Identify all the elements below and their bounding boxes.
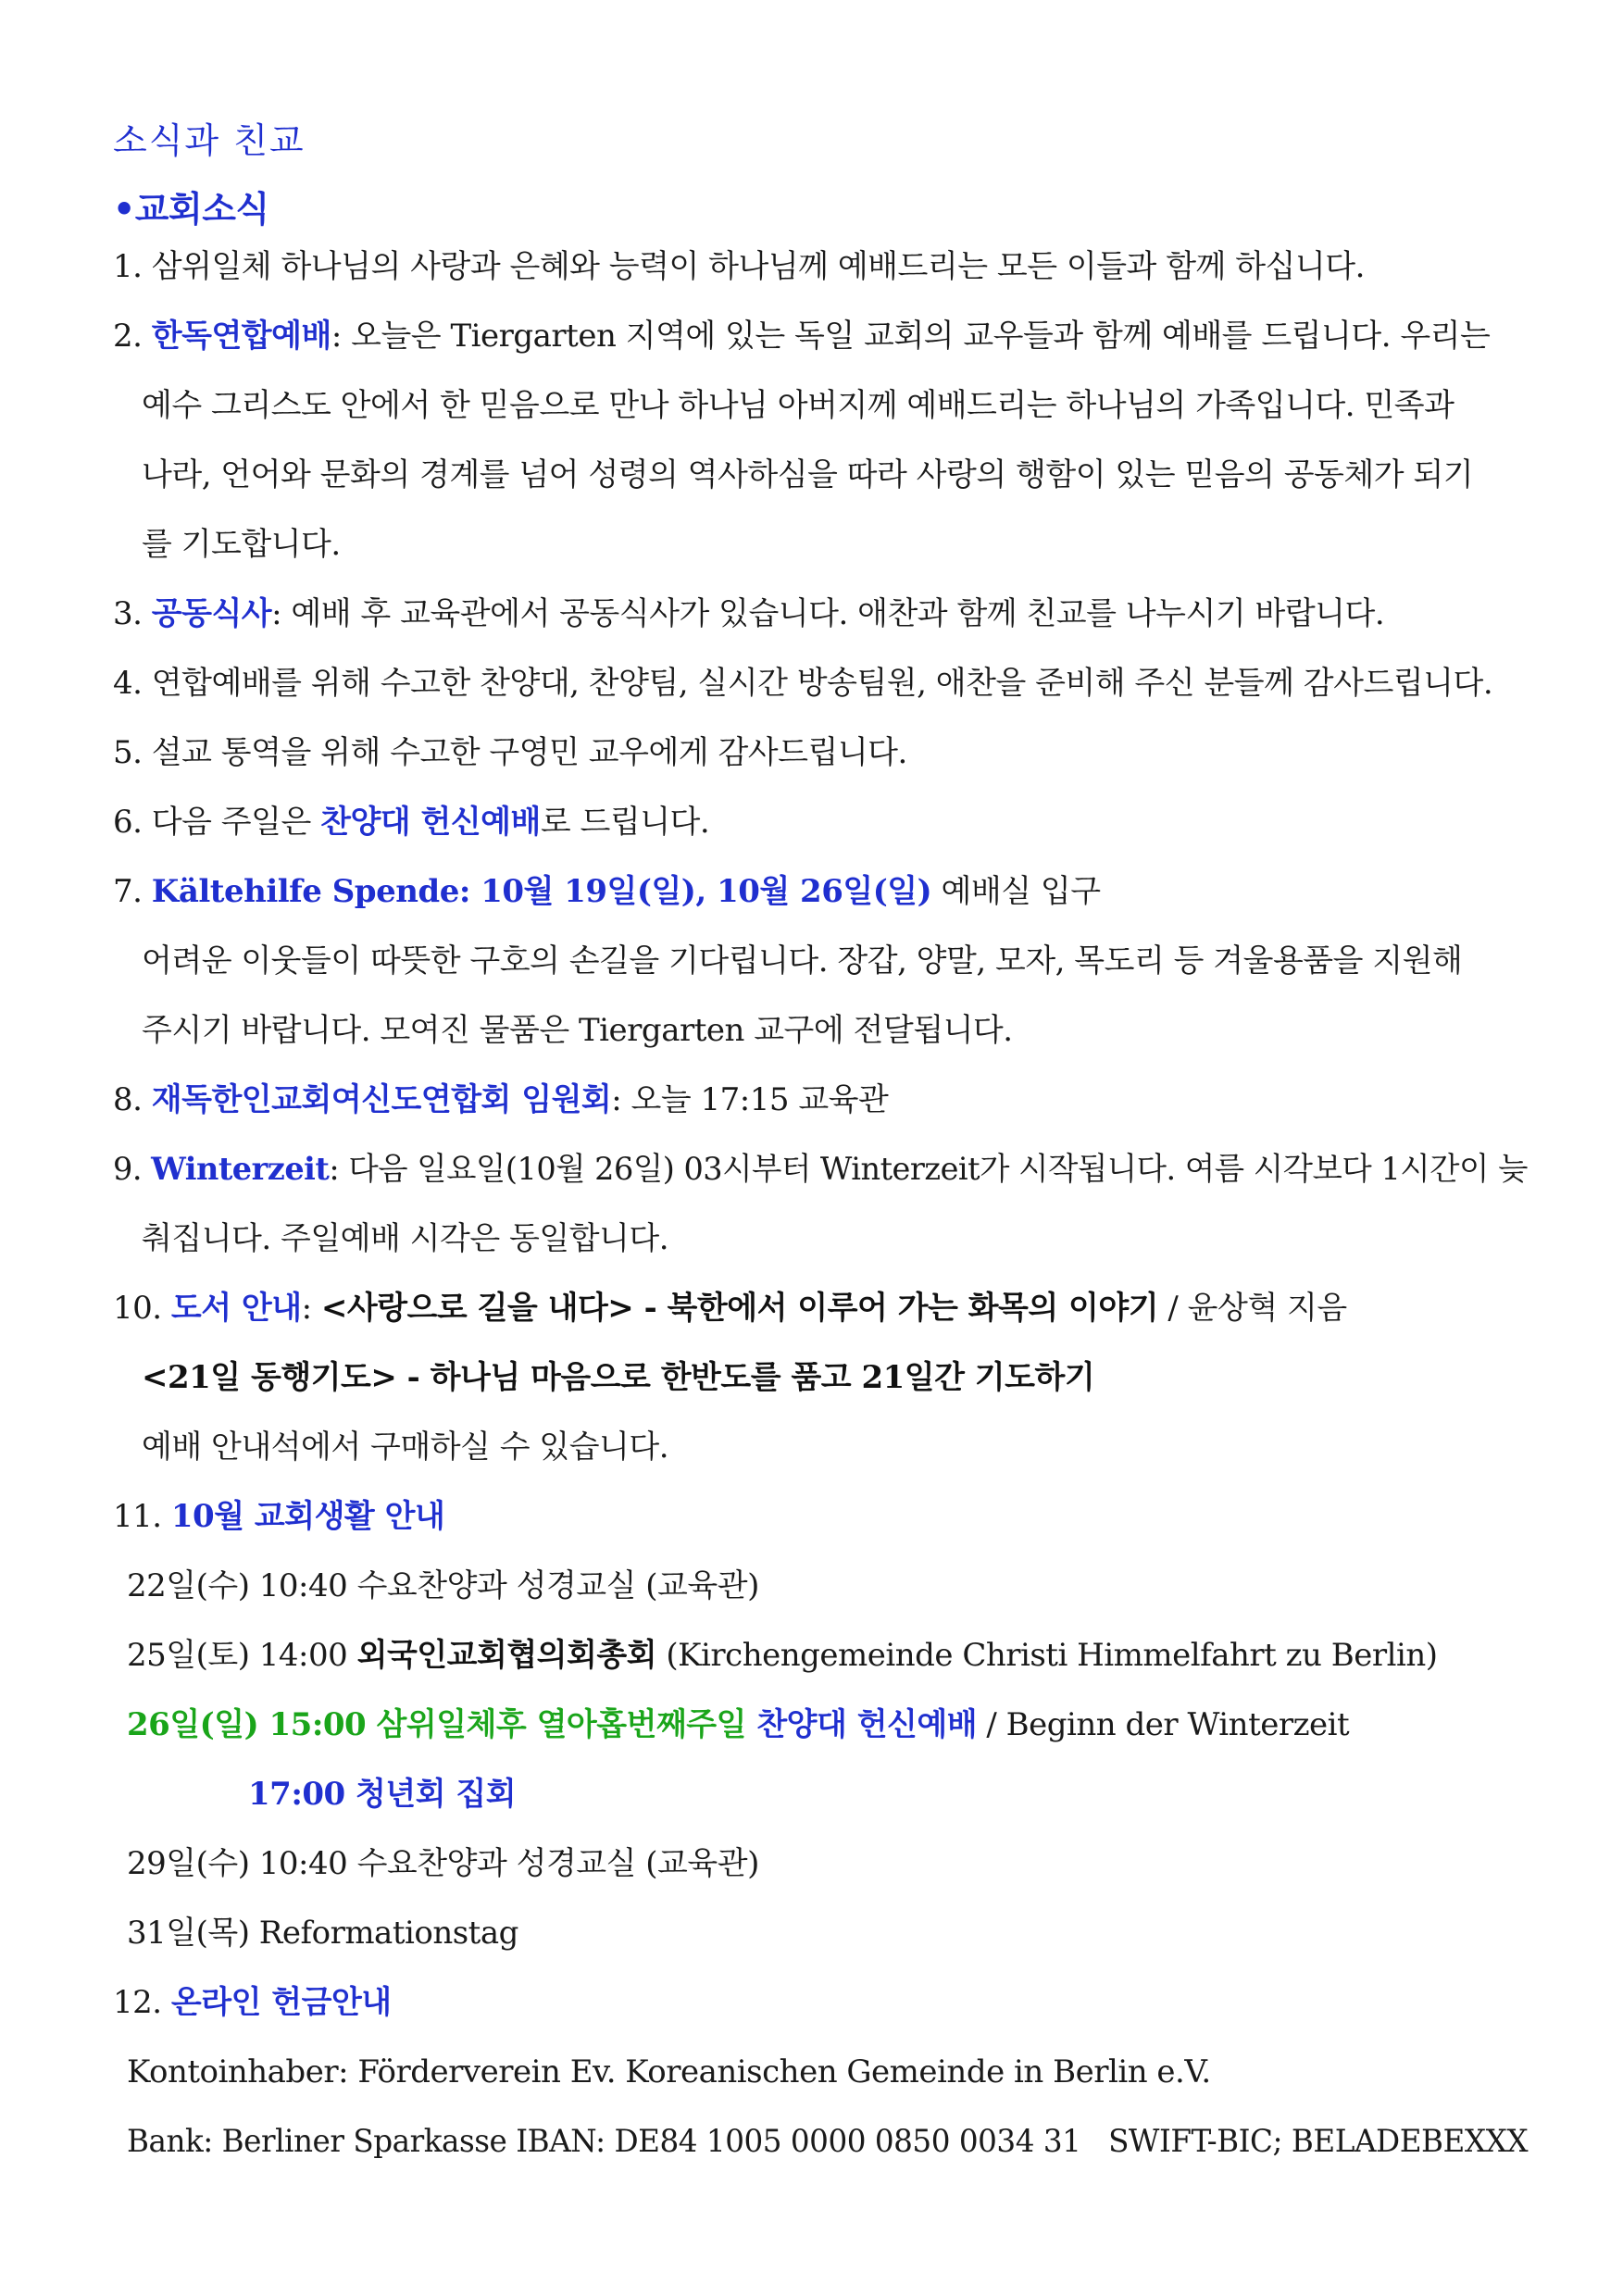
notice-7-line3: 주시기 바랍니다. 모여진 물품은 Tiergarten 교구에 전달됩니다. (142, 1012, 1013, 1049)
item-text: 다음 주일은 (151, 804, 321, 841)
schedule-event: 22일(수) 10:40 수요찬양과 성경교실 (교육관) (127, 1567, 759, 1604)
notice-10 (113, 1288, 1347, 1329)
item-label: 도서 안내 (170, 1290, 302, 1327)
item-number: 8. (113, 1081, 143, 1118)
item-text: : 오늘은 Tiergarten 지역에 있는 독일 교회의 교우들과 함께 예배를 드립니다. 우리는 (331, 318, 1491, 355)
notice-9-line2: 춰집니다. 주일예배 시각은 동일합니다. (142, 1220, 669, 1257)
item-label: 찬양대 헌신예배 (320, 804, 541, 841)
book-author-1: / 윤상혁 지음 (1158, 1290, 1347, 1327)
schedule-event: 31일(목) Reformationstag (127, 1915, 518, 1952)
item-number: 6. (113, 804, 143, 841)
item-text: 삼위일체 하나님의 사랑과 은혜와 능력이 하나님께 예배드리는 모든 이들과 함께 하십니다. (151, 248, 1365, 285)
account-holder: Kontoinhaber: Förderverein Ev. Koreanischen Gemeinde in Berlin e.V. (127, 2053, 1211, 2090)
event-place: (Kirchengemeinde Christi Himmelfahrt zu Berlin) (656, 1637, 1438, 1674)
item-label: 10월 교회생활 안내 (170, 1498, 445, 1535)
section-heading: •교회소식 (113, 188, 269, 230)
item-number: 5. (113, 734, 143, 771)
book-title-2: <21일 동행기도> - 하나님 마음으로 한반도를 품고 21일간 기도하기 (142, 1359, 1095, 1396)
event-time: 25일(토) 14:00 (127, 1637, 357, 1674)
item-text: 로 드립니다. (540, 804, 710, 841)
notice-8 (113, 1079, 888, 1120)
item-label: 한독연합예배 (151, 318, 331, 355)
item-number: 10. (113, 1290, 162, 1327)
item-text: : 예배 후 교육관에서 공동식사가 있습니다. 애찬과 함께 친교를 나누시기 바랍니다. (271, 595, 1385, 632)
schedule-event (127, 1635, 1438, 1676)
notice-12 (113, 1982, 392, 2023)
schedule-event: 17:00 청년회 집회 (248, 1776, 517, 1813)
notice-5 (113, 732, 907, 773)
item-text: 설교 통역을 위해 수고한 구영민 교우에게 감사드립니다. (151, 734, 907, 771)
notice-2-line3: 나라, 언어와 문화의 경계를 넘어 성령의 역사하심을 따라 사랑의 행함이 있는 믿음의 공동체가 되기 (142, 456, 1474, 493)
item-number: 1. (113, 248, 143, 285)
item-text: : (301, 1290, 321, 1327)
notice-6 (113, 802, 709, 842)
notice-11 (113, 1496, 444, 1537)
item-label: Winterzeit (151, 1151, 330, 1188)
event-title: 외국인교회협의회총회 (356, 1637, 657, 1674)
notice-3 (113, 593, 1384, 634)
notice-9 (113, 1149, 1528, 1190)
bank-details: Bank: Berliner Sparkasse IBAN: DE84 1005 0000 0850 0034 31 SWIFT-BIC; BELADEBEXXX (127, 2123, 1529, 2160)
notice-10-line3: 예배 안내석에서 구매하실 수 있습니다. (142, 1429, 669, 1466)
notice-7 (113, 871, 1101, 912)
item-number: 9. (113, 1151, 143, 1188)
book-title-1: <사랑으로 길을 내다> - 북한에서 이루어 가는 화목의 이야기 (320, 1290, 1159, 1327)
event-title: 찬양대 헌신예배 (746, 1706, 978, 1743)
notice-7-line2: 어려운 이웃들이 따뜻한 구호의 손길을 기다립니다. 장갑, 양말, 모자, 목도리 등 겨울용품을 지원해 (142, 942, 1463, 980)
item-text: 연합예배를 위해 수고한 찬양대, 찬양팀, 실시간 방송팀원, 애찬을 준비해 주신 분들께 감사드립니다. (151, 665, 1493, 702)
item-label: 온라인 헌금안내 (170, 1984, 392, 2021)
item-number: 2. (113, 318, 143, 355)
item-number: 7. (113, 873, 143, 910)
item-label: 재독한인교회여신도연합회 임원회 (151, 1081, 612, 1118)
item-text: : 다음 일요일(10월 26일) 03시부터 Winterzeit가 시작됩니다. 여름 시각보다 1시간이 늦 (329, 1151, 1528, 1188)
notice-2 (113, 316, 1520, 356)
item-text: : 오늘 17:15 교육관 (611, 1081, 889, 1118)
notice-2-line4: 를 기도합니다. (142, 526, 341, 563)
notice-2-line2: 예수 그리스도 안에서 한 믿음으로 만나 하나님 아버지께 예배드리는 하나님의 가족입니다. 민족과 (142, 387, 1454, 424)
schedule-event (127, 1704, 1349, 1745)
item-label: Kältehilfe Spende: 10월 19일(일), 10월 26일(일) (151, 873, 932, 910)
schedule-event: 29일(수) 10:40 수요찬양과 성경교실 (교육관) (127, 1845, 759, 1882)
notice-1 (113, 246, 1365, 287)
item-number: 4. (113, 665, 143, 702)
item-text: 예배실 입구 (931, 873, 1101, 910)
page-title: 소식과 친교 (113, 120, 306, 161)
event-highlight: 26일(일) 15:00 삼위일체후 열아홉번째주일 (127, 1706, 746, 1743)
item-number: 12. (113, 1984, 162, 2021)
event-note: / Beginn der Winterzeit (977, 1706, 1350, 1743)
item-number: 3. (113, 595, 143, 632)
notice-4 (113, 663, 1492, 704)
item-label: 공동식사 (151, 595, 272, 632)
item-number: 11. (113, 1498, 162, 1535)
